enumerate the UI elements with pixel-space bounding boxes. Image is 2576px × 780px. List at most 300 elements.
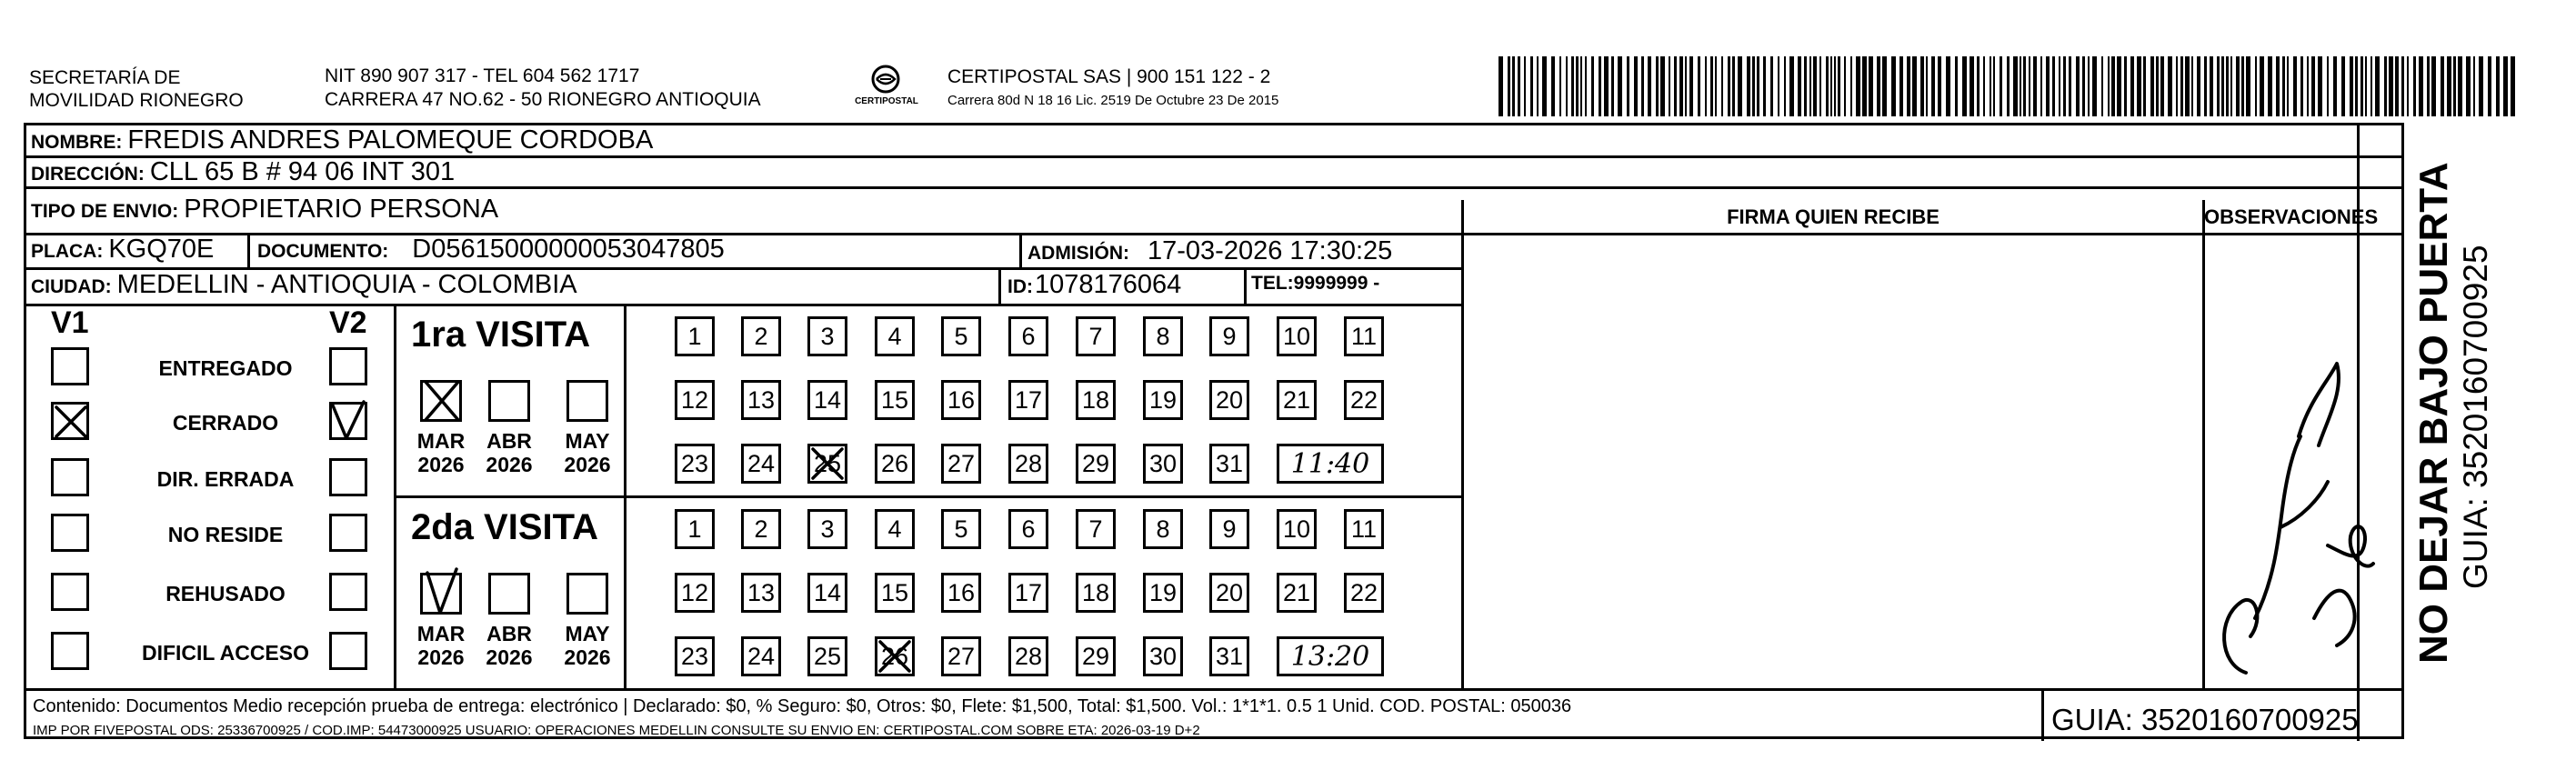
certipostal-logo-icon	[844, 64, 935, 111]
day-box[interactable]: 16	[941, 573, 981, 613]
barcode-bar	[1899, 56, 1903, 116]
day-box[interactable]: 10	[1277, 316, 1317, 356]
visit-time-box[interactable]: 11:40	[1277, 444, 1384, 484]
barcode-bar	[1732, 56, 1735, 116]
tel-value: 9999999 -	[1293, 273, 1380, 294]
barcode-bar	[1830, 56, 1832, 116]
barcode-bar	[2204, 56, 2207, 116]
barcode-bar	[1752, 56, 1755, 116]
month-label: MAR	[416, 429, 466, 453]
day-box[interactable]: 28	[1008, 444, 1048, 484]
day-box[interactable]: 8	[1143, 509, 1183, 549]
barcode-bar	[1685, 56, 1687, 116]
barcode-bar	[1705, 56, 1707, 116]
barcode-bar	[1819, 56, 1821, 116]
v2-checkbox[interactable]	[329, 514, 367, 552]
barcode-bar	[2255, 56, 2257, 116]
month-checkbox[interactable]	[420, 380, 462, 422]
barcode-bar	[2355, 56, 2358, 116]
barcode-bar	[1498, 56, 1503, 116]
day-box[interactable]: 30	[1143, 636, 1183, 676]
v1-checkbox[interactable]	[51, 402, 89, 440]
admission-label: ADMISIÓN:	[1027, 243, 1129, 264]
barcode-bar	[1599, 56, 1601, 116]
barcode-bar	[1763, 56, 1766, 116]
guide-box-text: GUIA: 3520160700925	[2051, 703, 2359, 736]
month-checkbox[interactable]	[488, 380, 530, 422]
barcode-bar	[1813, 56, 1817, 116]
day-box[interactable]: 14	[807, 573, 847, 613]
day-box[interactable]: 11	[1344, 316, 1384, 356]
row-divider	[396, 495, 1463, 498]
barcode	[1498, 56, 2517, 116]
day-box[interactable]: 22	[1344, 573, 1384, 613]
day-box[interactable]: 6	[1008, 509, 1048, 549]
barcode-bar	[2210, 56, 2213, 116]
day-box[interactable]: 22	[1344, 380, 1384, 420]
barcode-bar	[2327, 56, 2329, 116]
barcode-bar	[2023, 56, 2026, 116]
v1-checkbox[interactable]	[51, 514, 89, 552]
barcode-bar	[2311, 56, 2315, 116]
barcode-bar	[2260, 56, 2264, 116]
barcode-bar	[2143, 56, 2146, 116]
city-row	[31, 270, 577, 300]
document-value: D05615000000053047805	[412, 235, 725, 264]
barcode-bar	[1862, 56, 1867, 116]
month-label: MAY	[565, 622, 610, 645]
day-box[interactable]: 24	[741, 636, 781, 676]
barcode-bar	[1508, 56, 1510, 116]
plate-row	[31, 235, 214, 265]
day-box[interactable]: 31	[1209, 636, 1249, 676]
barcode-bar	[1850, 56, 1852, 116]
barcode-bar	[1770, 56, 1773, 116]
barcode-bar	[2427, 56, 2430, 116]
day-box[interactable]: 23	[675, 444, 715, 484]
day-box[interactable]: 5	[941, 509, 981, 549]
day-box[interactable]: 21	[1277, 573, 1317, 613]
barcode-bar	[2168, 56, 2172, 116]
barcode-bar	[1689, 56, 1693, 116]
day-box[interactable]: 4	[875, 509, 915, 549]
barcode-bar	[2473, 56, 2475, 116]
row-divider	[24, 688, 2404, 691]
barcode-bar	[1877, 56, 1880, 116]
day-box[interactable]: 15	[875, 380, 915, 420]
v1-checkbox[interactable]	[51, 573, 89, 611]
v2-checkbox[interactable]	[329, 402, 367, 440]
barcode-bar	[1778, 56, 1779, 116]
barcode-bar	[1931, 56, 1935, 116]
day-box[interactable]: 7	[1076, 509, 1116, 549]
barcode-bar	[2350, 56, 2353, 116]
barcode-bar	[2389, 56, 2393, 116]
status-label: DIR. ERRADA	[156, 467, 295, 491]
barcode-bar	[2293, 56, 2297, 116]
barcode-bar	[2341, 56, 2345, 116]
v1-checkbox[interactable]	[51, 458, 89, 496]
barcode-bar	[1551, 56, 1555, 116]
barcode-bar	[2230, 56, 2232, 116]
day-box[interactable]: 2	[741, 509, 781, 549]
barcode-bar	[1580, 56, 1582, 116]
day-box[interactable]: 5	[941, 316, 981, 356]
col-divider	[1244, 267, 1247, 304]
barcode-bar	[1618, 56, 1622, 116]
barcode-bar	[2111, 56, 2115, 116]
day-box[interactable]: 28	[1008, 636, 1048, 676]
barcode-bar	[1715, 56, 1717, 116]
year-label: 2026	[486, 645, 533, 669]
barcode-bar	[1757, 56, 1759, 116]
certipostal-logo	[844, 64, 935, 111]
barcode-bar	[1634, 56, 1638, 116]
barcode-bar	[2447, 56, 2451, 116]
barcode-bar	[1542, 56, 1547, 116]
barcode-bar	[2082, 56, 2085, 116]
day-box[interactable]: 31	[1209, 444, 1249, 484]
barcode-bar	[1611, 56, 1614, 116]
month-label: ABR	[486, 622, 532, 645]
barcode-bar	[2130, 56, 2134, 116]
barcode-bar	[1738, 56, 1742, 116]
type-value: PROPIETARIO PERSONA	[184, 195, 499, 224]
barcode-bar	[2013, 56, 2018, 116]
barcode-bar	[2466, 56, 2471, 116]
id-row	[1007, 270, 1181, 300]
day-box[interactable]: 24	[741, 444, 781, 484]
day-box[interactable]: 7	[1076, 316, 1116, 356]
license-line: Carrera 80d N 18 16 Lic. 2519 De Octubre 23 De 2015	[947, 93, 1279, 108]
visit-title: 1ra VISITA	[411, 315, 591, 355]
day-box[interactable]: 11	[1344, 509, 1384, 549]
barcode-bar	[2307, 56, 2309, 116]
barcode-bar	[2318, 56, 2322, 116]
side-warning: NO DEJAR BAJO PUERTA	[2411, 162, 2456, 664]
barcode-bar	[1962, 56, 1967, 116]
day-box[interactable]: 20	[1209, 573, 1249, 613]
barcode-bar	[1576, 56, 1579, 116]
city-value: MEDELLIN - ANTIOQUIA - COLOMBIA	[116, 270, 577, 299]
plate-label: PLACA:	[31, 241, 104, 262]
plate-value: KGQ70E	[108, 235, 215, 264]
recipient-signature	[2191, 345, 2391, 691]
month-label: MAR	[416, 622, 466, 645]
barcode-bar	[2453, 56, 2456, 116]
day-box[interactable]: 13	[741, 573, 781, 613]
day-box[interactable]: 19	[1143, 573, 1183, 613]
barcode-bar	[1728, 56, 1730, 116]
barcode-bar	[1660, 56, 1665, 116]
month-checkbox[interactable]	[566, 380, 608, 422]
barcode-bar	[2287, 56, 2289, 116]
barcode-bar	[2401, 56, 2404, 116]
year-label: 2026	[417, 645, 465, 669]
barcode-bar	[1977, 56, 1980, 116]
day-box[interactable]: 23	[675, 636, 715, 676]
barcode-bar	[2160, 56, 2164, 116]
barcode-bar	[2419, 56, 2423, 116]
barcode-bar	[1826, 56, 1829, 116]
v1-checkbox[interactable]	[51, 347, 89, 385]
v1-header: V1	[51, 305, 89, 340]
day-box[interactable]: 3	[807, 509, 847, 549]
print-line: IMP POR FIVEPOSTAL ODS: 25336700925 / COD.IMP: 54473000925 USUARIO: OPERACIONES MEDELLIN CONSULTE SU ENVIO EN: CERTIPOSTAL.COM SOBRE ETA: 2026-03-19 D+2	[33, 723, 1200, 738]
day-box[interactable]: 14	[807, 380, 847, 420]
visit-title: 2da VISITA	[411, 507, 598, 547]
barcode-bar	[1669, 56, 1670, 116]
barcode-bar	[1604, 56, 1609, 116]
col-divider	[2041, 688, 2044, 741]
barcode-bar	[1938, 56, 1941, 116]
nit-line: NIT 890 907 317 - TEL 604 562 1717	[325, 65, 640, 86]
barcode-bar	[1679, 56, 1683, 116]
barcode-bar	[1627, 56, 1629, 116]
tel-row	[1251, 273, 1379, 295]
barcode-bar	[2226, 56, 2229, 116]
day-box[interactable]: 26	[875, 636, 915, 676]
day-box[interactable]: 27	[941, 444, 981, 484]
barcode-bar	[1518, 56, 1520, 116]
courier-line: CERTIPOSTAL SAS | 900 151 122 - 2	[947, 66, 1271, 87]
barcode-bar	[2241, 56, 2244, 116]
barcode-bar	[2076, 56, 2080, 116]
barcode-bar	[2040, 56, 2042, 116]
visit-time-box[interactable]: 13:20	[1277, 636, 1384, 676]
month-label: ABR	[486, 429, 532, 453]
day-box[interactable]: 16	[941, 380, 981, 420]
side-guide: GUIA: 3520160700925	[2457, 245, 2494, 589]
barcode-bar	[2124, 56, 2127, 116]
day-box[interactable]: 29	[1076, 444, 1116, 484]
barcode-bar	[1559, 56, 1561, 116]
name-row	[31, 125, 653, 155]
barcode-bar	[2156, 56, 2159, 116]
barcode-bar	[1926, 56, 1928, 116]
barcode-bar	[1721, 56, 1723, 116]
day-box[interactable]: 3	[807, 316, 847, 356]
day-box[interactable]: 1	[675, 509, 715, 549]
barcode-bar	[2063, 56, 2066, 116]
barcode-bar	[1571, 56, 1574, 116]
barcode-bar	[1698, 56, 1700, 116]
status-label: ENTREGADO	[158, 356, 293, 380]
day-box[interactable]: 12	[675, 380, 715, 420]
day-box[interactable]: 30	[1143, 444, 1183, 484]
name-label: NOMBRE:	[31, 132, 123, 153]
name-value: FREDIS ANDRES PALOMEQUE CORDOBA	[127, 125, 654, 155]
barcode-bar	[2020, 56, 2021, 116]
barcode-bar	[1591, 56, 1594, 116]
contents-line: Contenido: Documentos Medio recepción prueba de entrega: electrónico | Declarado: $0, % Seguro: $0, Otros: $0, Flete: $1,500, Total: $1,500. Vol.: 1*1*1. 0.5 1 Unid. COD. POSTAL: 050036	[33, 696, 1572, 716]
barcode-bar	[2191, 56, 2193, 116]
barcode-bar	[2384, 56, 2387, 116]
barcode-bar	[2088, 56, 2090, 116]
barcode-bar	[2360, 56, 2363, 116]
col-divider	[247, 233, 250, 267]
tel-label: TEL:	[1251, 273, 1294, 294]
barcode-bar	[1747, 56, 1750, 116]
barcode-bar	[1990, 56, 1991, 116]
city-label: CIUDAD:	[31, 276, 112, 297]
v2-checkbox[interactable]	[329, 458, 367, 496]
day-box[interactable]: 6	[1008, 316, 1048, 356]
barcode-bar	[2413, 56, 2416, 116]
day-box[interactable]: 9	[1209, 316, 1249, 356]
barcode-bar	[1920, 56, 1924, 116]
year-label: 2026	[486, 453, 533, 476]
barcode-bar	[2441, 56, 2444, 116]
id-label: ID:	[1007, 276, 1033, 297]
barcode-bar	[1512, 56, 1515, 116]
barcode-bar	[2221, 56, 2224, 116]
barcode-bar	[2488, 56, 2491, 116]
barcode-bar	[2333, 56, 2337, 116]
barcode-bar	[2176, 56, 2178, 116]
year-label: 2026	[564, 645, 611, 669]
barcode-bar	[1856, 56, 1860, 116]
day-box[interactable]: 10	[1277, 509, 1317, 549]
barcode-bar	[2511, 56, 2515, 116]
barcode-bar	[2092, 56, 2097, 116]
col-divider	[1019, 233, 1022, 267]
barcode-bar	[2407, 56, 2409, 116]
month-checkbox[interactable]	[420, 573, 462, 615]
barcode-bar	[1993, 56, 1995, 116]
admission-value: 17-03-2026 17:30:25	[1148, 236, 1393, 265]
logo-text: CERTIPOSTAL	[855, 96, 918, 106]
day-box[interactable]: 18	[1076, 573, 1116, 613]
month-checkbox[interactable]	[566, 573, 608, 615]
day-box[interactable]: 18	[1076, 380, 1116, 420]
day-box[interactable]: 27	[941, 636, 981, 676]
type-label: TIPO DE ENVIO:	[31, 201, 179, 222]
document-label: DOCUMENTO:	[257, 241, 389, 262]
day-box[interactable]: 1	[675, 316, 715, 356]
day-box[interactable]: 13	[741, 380, 781, 420]
day-box[interactable]: 12	[675, 573, 715, 613]
type-row	[31, 195, 498, 225]
document-row	[257, 235, 725, 265]
barcode-bar	[1955, 56, 1958, 116]
barcode-bar	[2052, 56, 2055, 116]
barcode-bar	[2180, 56, 2183, 116]
col-divider	[394, 304, 396, 690]
barcode-bar	[2276, 56, 2280, 116]
v1-checkbox[interactable]	[51, 632, 89, 670]
status-label: NO RESIDE	[167, 523, 284, 546]
col-divider	[998, 267, 1001, 304]
barcode-bar	[1537, 56, 1539, 116]
barcode-bar	[2007, 56, 2010, 116]
barcode-bar	[1882, 56, 1887, 116]
barcode-bar	[1648, 56, 1651, 116]
day-box[interactable]: 25	[807, 444, 847, 484]
day-box[interactable]: 20	[1209, 380, 1249, 420]
address-row	[31, 157, 455, 187]
status-label: CERRADO	[172, 411, 279, 435]
barcode-bar	[2282, 56, 2285, 116]
address-label: DIRECCIÓN:	[31, 164, 145, 185]
barcode-bar	[1983, 56, 1985, 116]
day-box[interactable]: 17	[1008, 380, 1048, 420]
org-name-line2: MOVILIDAD RIONEGRO	[29, 90, 244, 111]
day-box[interactable]: 9	[1209, 509, 1249, 549]
barcode-bar	[2431, 56, 2436, 116]
admission-row	[1027, 236, 1392, 266]
barcode-bar	[1585, 56, 1587, 116]
observations-header: OBSERVACIONES	[2204, 205, 2379, 228]
day-box[interactable]: 17	[1008, 573, 1048, 613]
barcode-bar	[2217, 56, 2220, 116]
barcode-bar	[2101, 56, 2103, 116]
barcode-bar	[1844, 56, 1846, 116]
barcode-bar	[2479, 56, 2483, 116]
barcode-bar	[1530, 56, 1533, 116]
barcode-bar	[2458, 56, 2462, 116]
barcode-bar	[1674, 56, 1677, 116]
v2-checkbox[interactable]	[329, 347, 367, 385]
barcode-bar	[2496, 56, 2500, 116]
org-name-line1: SECRETARÍA DE	[29, 67, 181, 88]
barcode-bar	[1834, 56, 1836, 116]
barcode-bar	[1524, 56, 1526, 116]
month-checkbox[interactable]	[488, 573, 530, 615]
barcode-bar	[2375, 56, 2380, 116]
barcode-bar	[1641, 56, 1644, 116]
year-label: 2026	[417, 453, 465, 476]
barcode-bar	[2029, 56, 2030, 116]
month-label: MAY	[565, 429, 610, 453]
barcode-bar	[2236, 56, 2240, 116]
day-box[interactable]: 4	[875, 316, 915, 356]
barcode-bar	[1804, 56, 1807, 116]
barcode-bar	[1907, 56, 1910, 116]
row-divider	[1244, 267, 1462, 270]
day-box[interactable]: 29	[1076, 636, 1116, 676]
address-value: CLL 65 B # 94 06 INT 301	[149, 157, 456, 186]
day-box[interactable]: 21	[1277, 380, 1317, 420]
barcode-bar	[2069, 56, 2071, 116]
col-divider	[624, 304, 626, 690]
barcode-bar	[2503, 56, 2508, 116]
day-box[interactable]: 8	[1143, 316, 1183, 356]
barcode-bar	[1970, 56, 1974, 116]
v2-checkbox[interactable]	[329, 573, 367, 611]
signature-header: FIRMA QUIEN RECIBE	[1727, 205, 1940, 228]
barcode-bar	[1710, 56, 1713, 116]
barcode-bar	[2108, 56, 2110, 116]
day-box[interactable]: 2	[741, 316, 781, 356]
day-box[interactable]: 26	[875, 444, 915, 484]
year-label: 2026	[564, 453, 611, 476]
barcode-bar	[2000, 56, 2002, 116]
v2-checkbox[interactable]	[329, 632, 367, 670]
day-box[interactable]: 15	[875, 573, 915, 613]
barcode-bar	[2300, 56, 2303, 116]
v2-header: V2	[329, 305, 367, 340]
barcode-bar	[2371, 56, 2372, 116]
col-divider	[1461, 200, 1464, 691]
barcode-bar	[2046, 56, 2050, 116]
day-box[interactable]: 19	[1143, 380, 1183, 420]
barcode-bar	[2246, 56, 2250, 116]
barcode-bar	[2395, 56, 2399, 116]
barcode-bar	[1789, 56, 1794, 116]
day-box[interactable]: 25	[807, 636, 847, 676]
barcode-bar	[1809, 56, 1811, 116]
